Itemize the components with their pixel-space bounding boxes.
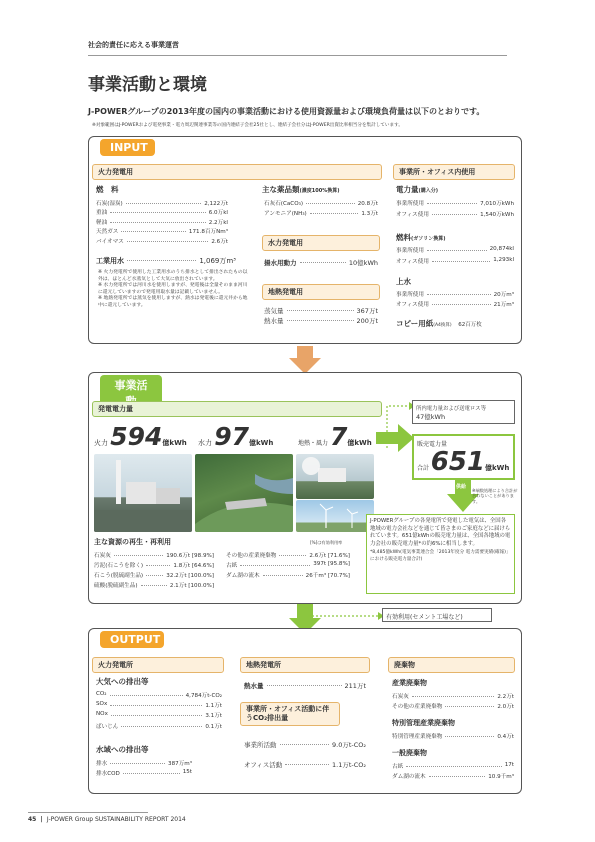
leader-dots [110,222,206,223]
thermal-gen-label: 火力 [94,439,108,447]
copy-paper-unit: (A4換算) [433,323,452,328]
thermal-output-title: 火力発電所 [92,657,224,673]
leader-dots [110,695,183,696]
footer [28,816,186,823]
geo-output-value: 211万t [344,682,366,690]
row-label: 石炭灰 [392,694,409,700]
note-3: ※ 地熱発電所では蒸気を使用しますが、熱水は発電後に還元井から地中に還元しています。 [98,296,248,308]
pumping-power-row [264,258,378,266]
row-label: 排水COD [96,771,120,777]
report-name: J-POWER Group SUSTAINABILITY REPORT 2014 [46,816,186,823]
leader-dots [141,585,167,586]
thermal-gen [94,422,187,451]
data-row [392,772,514,780]
data-row [392,692,514,700]
data-row [94,561,214,569]
air-title: 大気への排出等 [96,677,149,686]
effective-use-box: 有効利用(セメント工場など) [382,608,492,622]
row-label: CO₂ [96,691,107,697]
leader-dots [123,773,180,774]
loss-value: 47億kWh [416,413,446,421]
data-row [244,760,366,768]
row-value: 2.0万t [497,704,514,710]
hydro-gen-value: 97 [214,422,250,451]
row-label: オフィス使用 [396,259,429,265]
row-label: 事業所活動 [244,741,277,749]
data-row [396,257,514,265]
leader-dots [300,262,346,263]
office-input-title: 事業所・オフィス内使用 [393,164,515,180]
header-divider [88,55,507,56]
row-value: 2.6万t [211,238,228,245]
wind-turbine-photo [296,500,374,532]
hydro-gen-label: 水力 [198,439,212,447]
leader-dots [267,685,342,686]
leader-dots [111,715,202,716]
leader-dots [310,213,358,214]
leader-dots [121,726,202,727]
row-label: アンモニア(NH₃) [264,211,307,217]
data-row [94,571,214,579]
chem-unit: (濃度100%換算) [299,188,340,194]
row-value: 20.8万t [357,201,378,207]
row-value: 1.8万t [64.6%] [173,563,214,569]
sales-title: 販売電力量 [417,441,448,448]
leader-dots [287,310,354,311]
leader-dots [279,555,306,556]
row-label: 天然ガス [96,229,119,236]
geo-output-title: 地熱発電所 [240,657,370,673]
row-label: 石炭(湿炭) [96,201,123,207]
industrial-water-row [96,256,236,266]
row-label: 石灰石(CaCO₃) [264,201,304,207]
copy-paper-label: コピー用紙 [396,319,434,328]
office-power-title [396,184,438,195]
footer-sep: | [38,816,45,823]
row-label: 蒸気量 [264,307,284,315]
output-tag: OUTPUT [100,631,164,648]
row-value: 26千m³ [70.7%] [305,573,350,579]
row-label: 古紙 [392,764,404,770]
leader-dots [445,706,494,707]
row-value: 17t [504,762,514,768]
leader-dots [126,203,201,204]
sales-box [412,434,515,480]
row-value: 1.3万t [361,211,378,217]
row-label: 熱水量 [264,317,284,325]
data-row [94,581,214,589]
leader-dots [427,294,491,295]
office-fuel-title [396,232,446,243]
thermal-gen-value: 594 [110,422,163,451]
business-tag: 事業活 [100,375,162,411]
row-label: ダム湖の流木 [392,774,426,780]
row-value: 1.1万t-CO₂ [332,761,366,769]
leader-dots [432,304,491,305]
page-number: 45 [28,816,37,823]
industrial-water-label: 工業用水 [96,257,124,265]
office-water-title: 上水 [396,277,411,286]
row-label: ダム湖の流木 [226,573,260,579]
row-label: NOx [96,711,108,718]
row-value: 7,010万kWh [480,201,514,207]
chem-title-text: 主な薬品類 [262,185,300,194]
page-title: 事業活動と環境 [88,75,207,95]
row-value: 21万m³ [493,302,514,308]
geo-output-row [244,681,366,689]
row-label: 事業所使用 [396,292,424,298]
leader-dots [110,212,206,213]
copy-paper-value: 62百万枚 [458,322,482,328]
arrow-gen-to-sales [376,424,414,452]
recycle-unit: [%]は有効利用率 [310,540,343,545]
row-value: 367万t [356,307,378,315]
leader-dots [240,565,310,566]
data-row [226,571,350,579]
leader-dots [412,696,494,697]
sales-desc-note: *8,485億kWh(電気事業連合会「2013年度分 電力需要実績(確報)」における販売電力量合計) [370,550,511,562]
wind-gen-label: 地熱・風力 [298,440,329,447]
leader-dots [114,555,163,556]
row-value: 4,784万t-CO₂ [185,693,222,699]
data-row [396,210,514,218]
row-label: 汚泥(石こうを除く) [94,563,144,569]
data-row [96,691,222,699]
recycle-title: 主な資源の再生・再利用 [94,538,171,546]
leader-dots [429,776,485,777]
leader-dots [146,565,170,566]
special-waste-title: 特別管理産業廃棄物 [392,719,455,727]
row-label: オフィス使用 [396,302,429,308]
row-label: 硫酸(脱硫副生品) [94,583,138,589]
row-label: オフィス活動 [244,761,283,769]
leader-dots [445,736,494,737]
row-label: 軽油 [96,219,108,226]
supply-label: 供給 [456,484,467,490]
footer-divider [28,812,148,813]
wind-gen-value: 7 [329,422,348,451]
leader-dots [110,705,202,706]
office-output-title: 事業所・オフィス活動に伴うCO₂排出量 [240,702,340,726]
geothermal-photo [296,454,374,499]
scope-note: ※対象範囲はJ-POWERおよび電発事業・電力周辺関連事業等の国内連結子会社25社とし、連結子会社分はJ-POWER出資比率相当分を集計しています。 [92,123,403,128]
general-waste-title: 一般廃棄物 [392,749,427,757]
leader-dots [110,763,165,764]
leader-dots [427,203,477,204]
row-value: 1,540万kWh [480,212,514,218]
row-label: 石こう(脱硫副生品) [94,573,144,579]
data-row [396,246,514,254]
row-value: 200万t [356,317,378,325]
row-value: 387万m³ [168,761,192,767]
data-row [96,722,222,730]
leader-dots [432,261,490,262]
row-value: 1.1万t [205,703,222,710]
row-value: 20,874kl [489,246,514,252]
data-row [96,759,192,767]
leader-dots [427,250,487,251]
row-value: 2.2万t [497,694,514,700]
data-row [94,551,214,559]
row-value: 190.6万t [98.9%] [166,553,214,559]
row-label: SOx [96,701,108,708]
row-label: ばいじん [96,723,119,730]
row-value: 397t [95.8%] [313,561,350,567]
data-row [96,237,228,245]
data-row [96,769,192,777]
row-label: 事業所使用 [396,201,424,207]
waste-title: 廃棄物 [388,657,515,673]
thermal-gen-unit: 億kWh [162,439,187,447]
office-fuel-title-text: 燃料 [396,233,411,242]
row-label: 古紙 [226,563,238,569]
data-row [264,316,378,324]
fuel-title: 燃 料 [96,185,119,194]
data-row [264,306,378,314]
leader-dots [285,764,329,765]
row-value: 9.0万t-CO₂ [332,741,366,749]
section-header: 社会的責任に応える事業運営 [88,41,179,49]
data-row [396,300,514,308]
row-value: 1,293kl [493,257,514,263]
note-2: ※ 水力発電所では河川水を使用しますが、発電後は全量そのまま河川に還元していますので発電用取水量は記載していません。 [98,283,248,295]
leader-dots [280,744,329,745]
leader-dots [121,231,186,232]
row-value: 2,122万t [204,201,228,207]
row-value: 20万m³ [493,292,514,298]
data-row [96,227,228,235]
data-row [96,199,228,207]
row-label: 排水 [96,761,108,767]
row-value: 10.9千m³ [488,774,514,780]
sales-unit: 億kWh [485,464,510,472]
row-label: 事業所使用 [396,248,424,254]
row-label: その他の産業廃棄物 [226,553,277,559]
copy-paper-row [396,318,482,329]
data-row [226,551,350,559]
geo-output-label: 熱水量 [244,682,264,690]
thermal-plant-photo [94,454,192,532]
row-value: 2.6万t [71.6%] [309,553,350,559]
leader-dots [127,241,208,242]
data-row [96,701,222,709]
office-fuel-unit: (ガソリン換算) [411,236,446,242]
row-value: 2.1万t [100.0%] [169,583,214,589]
sales-description [366,514,515,594]
leader-dots [146,575,163,576]
thermal-notes [98,270,248,310]
effective-connector [308,610,384,622]
row-value: 0.1万t [205,723,222,730]
data-row [96,218,228,226]
leader-dots [127,260,196,261]
sales-figure [417,447,510,477]
row-label: 重油 [96,210,108,217]
sales-value: 651 [430,447,486,477]
data-row [264,199,378,207]
data-row [392,762,514,770]
loss-box [412,400,515,424]
leader-dots [432,214,477,215]
wind-gen [298,422,372,451]
leader-dots [263,575,303,576]
row-label: オフィス使用 [396,212,429,218]
office-power-title-text: 電力量 [396,185,419,194]
row-label: 石炭灰 [94,553,111,559]
hydro-gen [198,422,273,451]
industrial-water-value: 1,069万m³ [199,257,236,265]
data-row [244,740,366,748]
data-row [264,209,378,217]
row-label: その他の産業廃棄物 [392,704,443,710]
row-label: 特別管理産業廃棄物 [392,734,443,740]
geo-input-title: 地熱発電用 [262,284,380,300]
input-tag: INPUT [100,139,155,156]
loss-label: 所内電力量および送電ロス等 [416,406,487,412]
hydro-input-title: 水力発電用 [262,235,380,251]
row-value: 2.2万kl [208,219,228,226]
chem-title [262,184,340,195]
row-value: 0.4万t [497,734,514,740]
sales-label: 合計 [417,465,430,472]
data-row [396,199,514,207]
industrial-waste-title: 産業廃棄物 [392,679,427,687]
row-value: 32.2万t [100.0%] [166,573,214,579]
pumping-power-value: 10億kWh [348,259,378,267]
water-out-title: 水域への排出等 [96,745,149,754]
row-label: バイオマス [96,238,124,245]
pumping-power-label: 揚水用動力 [264,259,297,267]
row-value: 6.0万kl [208,210,228,217]
data-row [392,732,514,740]
data-row [392,702,514,710]
office-power-unit: (購入分) [418,188,439,194]
data-row [96,711,222,719]
leader-dots [306,203,355,204]
wind-gen-unit: 億kWh [347,439,372,447]
leader-dots [287,320,354,321]
hydro-dam-photo [195,454,293,532]
data-row [396,290,514,298]
data-row [96,208,228,216]
thermal-input-title: 火力発電用 [92,164,382,180]
hydro-gen-unit: 億kWh [249,439,274,447]
data-row [226,561,350,569]
sales-desc-text: J-POWERグループの各発電所で発電した電気は、全国各地域の電力会社などを通じて皆さまのご家庭などに届けられています。651億kWhの販売電力量は、全国各地域の電力会社の販売電力量*の約6%に相当します。 [370,518,511,547]
generation-title: 発電電力量 [92,401,382,417]
leader-dots [406,766,502,767]
note-1: ※ 火力発電所で使用した工業用水のうち排水として排出されたもの以外は、ほとんど水蒸気として大気に放出されています。 [98,270,248,282]
row-value: 171.8百万Nm³ [188,229,228,236]
intro-text: J-POWERグループの2013年度の国内の事業活動における使用資源量および環境負荷量は以下のとおりです。 [88,107,485,116]
row-value: 15t [182,769,192,775]
supply-note: ※端数処理により合計が合わないことがあります。 [472,488,518,504]
row-value: 3.1万t [205,713,222,720]
